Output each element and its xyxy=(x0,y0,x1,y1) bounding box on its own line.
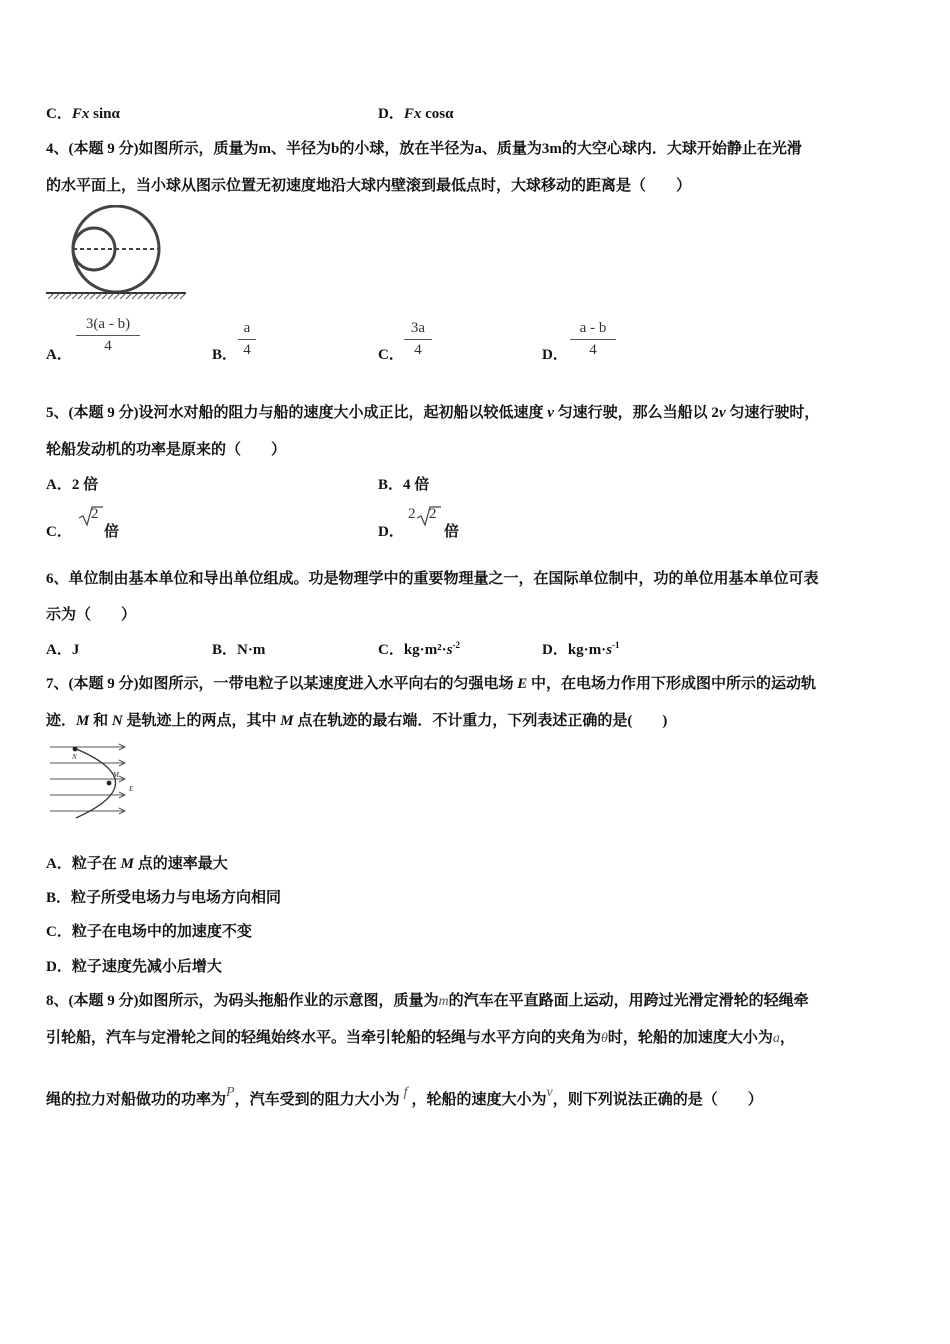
q8-stem-line2: 引轮船，汽车与定滑轮之间的轻绳始终水平。当牵引轮船的轻绳与水平方向的夹角为θ时，轮船的加速度大小为a， xyxy=(46,1030,795,1046)
q3-option-d: D．Fx cosα xyxy=(378,106,454,122)
q5-option-d-suffix: 倍 xyxy=(444,524,460,540)
q7-option-d: D．粒子速度先减小后增大 xyxy=(46,959,222,975)
point-m-marker xyxy=(107,781,112,786)
q4-sphere-figure xyxy=(46,205,188,301)
q4-option-b-fraction: a 4 xyxy=(238,320,256,359)
q5-option-d-coefficient: 2 xyxy=(408,506,416,522)
q6-stem-line1: 6、单位制由基本单位和导出单位组成。功是物理学中的重要物理量之一，在国际单位制中，功的单位用基本单位可表 xyxy=(46,571,819,587)
label-n: N xyxy=(72,753,77,761)
q4-option-c-label: C． xyxy=(378,347,404,363)
q3-option-c: C．Fx sinα xyxy=(46,106,120,122)
q5-option-d-label: D． xyxy=(378,524,404,540)
q4-option-a-label: A． xyxy=(46,347,72,363)
q7-electric-field-figure xyxy=(46,740,146,822)
point-n-marker xyxy=(73,747,78,752)
q7-option-c: C．粒子在电场中的加速度不变 xyxy=(46,924,252,940)
q5-option-c-suffix: 倍 xyxy=(104,524,120,540)
q4-stem-line1: 4、(本题 9 分)如图所示，质量为m、半径为b的小球，放在半径为a、质量为3m的大空心球内．大球开始静止在光滑 xyxy=(46,141,802,157)
q5-option-c-label: C． xyxy=(46,524,72,540)
q5-option-d-radicand: 2 xyxy=(429,506,437,522)
q4-option-a-fraction: 3(a - b) 4 xyxy=(76,316,140,355)
q5-stem-line2: 轮船发动机的功率是原来的（ ） xyxy=(46,442,287,458)
q6-stem-line2: 示为（ ） xyxy=(46,607,137,623)
q7-stem-line1: 7、(本题 9 分)如图所示，一带电粒子以某速度进入水平向右的匀强电场 E 中，在电场力作用下形成图中所示的运动轨 xyxy=(46,676,817,692)
q8-stem-line1: 8、(本题 9 分)如图所示，为码头拖船作业的示意图，质量为m的汽车在平直路面上运动，用跨过光滑定滑轮的轻绳牵 xyxy=(46,993,809,1009)
q6-option-d: D．$kg\cdot m\cdot s^{-1}$ xyxy=(542,640,620,658)
q6-option-c: C．$kg\cdot m^2\cdot s^{-2}$ xyxy=(378,640,461,658)
q5-option-c-radicand: 2 xyxy=(91,506,99,522)
label-e: E xyxy=(129,785,134,793)
q5-option-b: B．4 倍 xyxy=(378,477,430,493)
q4-option-d-label: D． xyxy=(542,347,568,363)
q7-stem-line2: 迹．M 和 N 是轨迹上的两点，其中 M 点在轨迹的最右端．不计重力，下列表述正确的是( ) xyxy=(46,713,668,729)
q6-option-a: A．J xyxy=(46,642,80,658)
q5-option-a: A．2 倍 xyxy=(46,477,99,493)
q8-stem-line3: 绳的拉力对船做功的功率为P，汽车受到的阻力大小为 f ，轮船的速度大小为v，则下列说法正确的是（ ） xyxy=(46,1085,763,1108)
q4-option-c-fraction: 3a 4 xyxy=(404,320,432,359)
q5-stem-line1: 5、(本题 9 分)设河水对船的阻力与船的速度大小成正比，起初船以较低速度 v 匀速行驶，那么当船以 2v 匀速行驶时， xyxy=(46,405,820,421)
q4-option-d-fraction: a - b 4 xyxy=(570,320,616,359)
q7-option-a: A．粒子在 M 点的速率最大 xyxy=(46,856,228,872)
q4-option-b-label: B． xyxy=(212,347,238,363)
q6-option-b: B．N·m xyxy=(212,642,266,658)
q7-option-b: B．粒子所受电场力与电场方向相同 xyxy=(46,890,282,906)
q4-stem-line2: 的水平面上，当小球从图示位置无初速度地沿大球内壁滚到最低点时，大球移动的距离是（ ） xyxy=(46,178,692,194)
label-m: M xyxy=(113,771,119,779)
